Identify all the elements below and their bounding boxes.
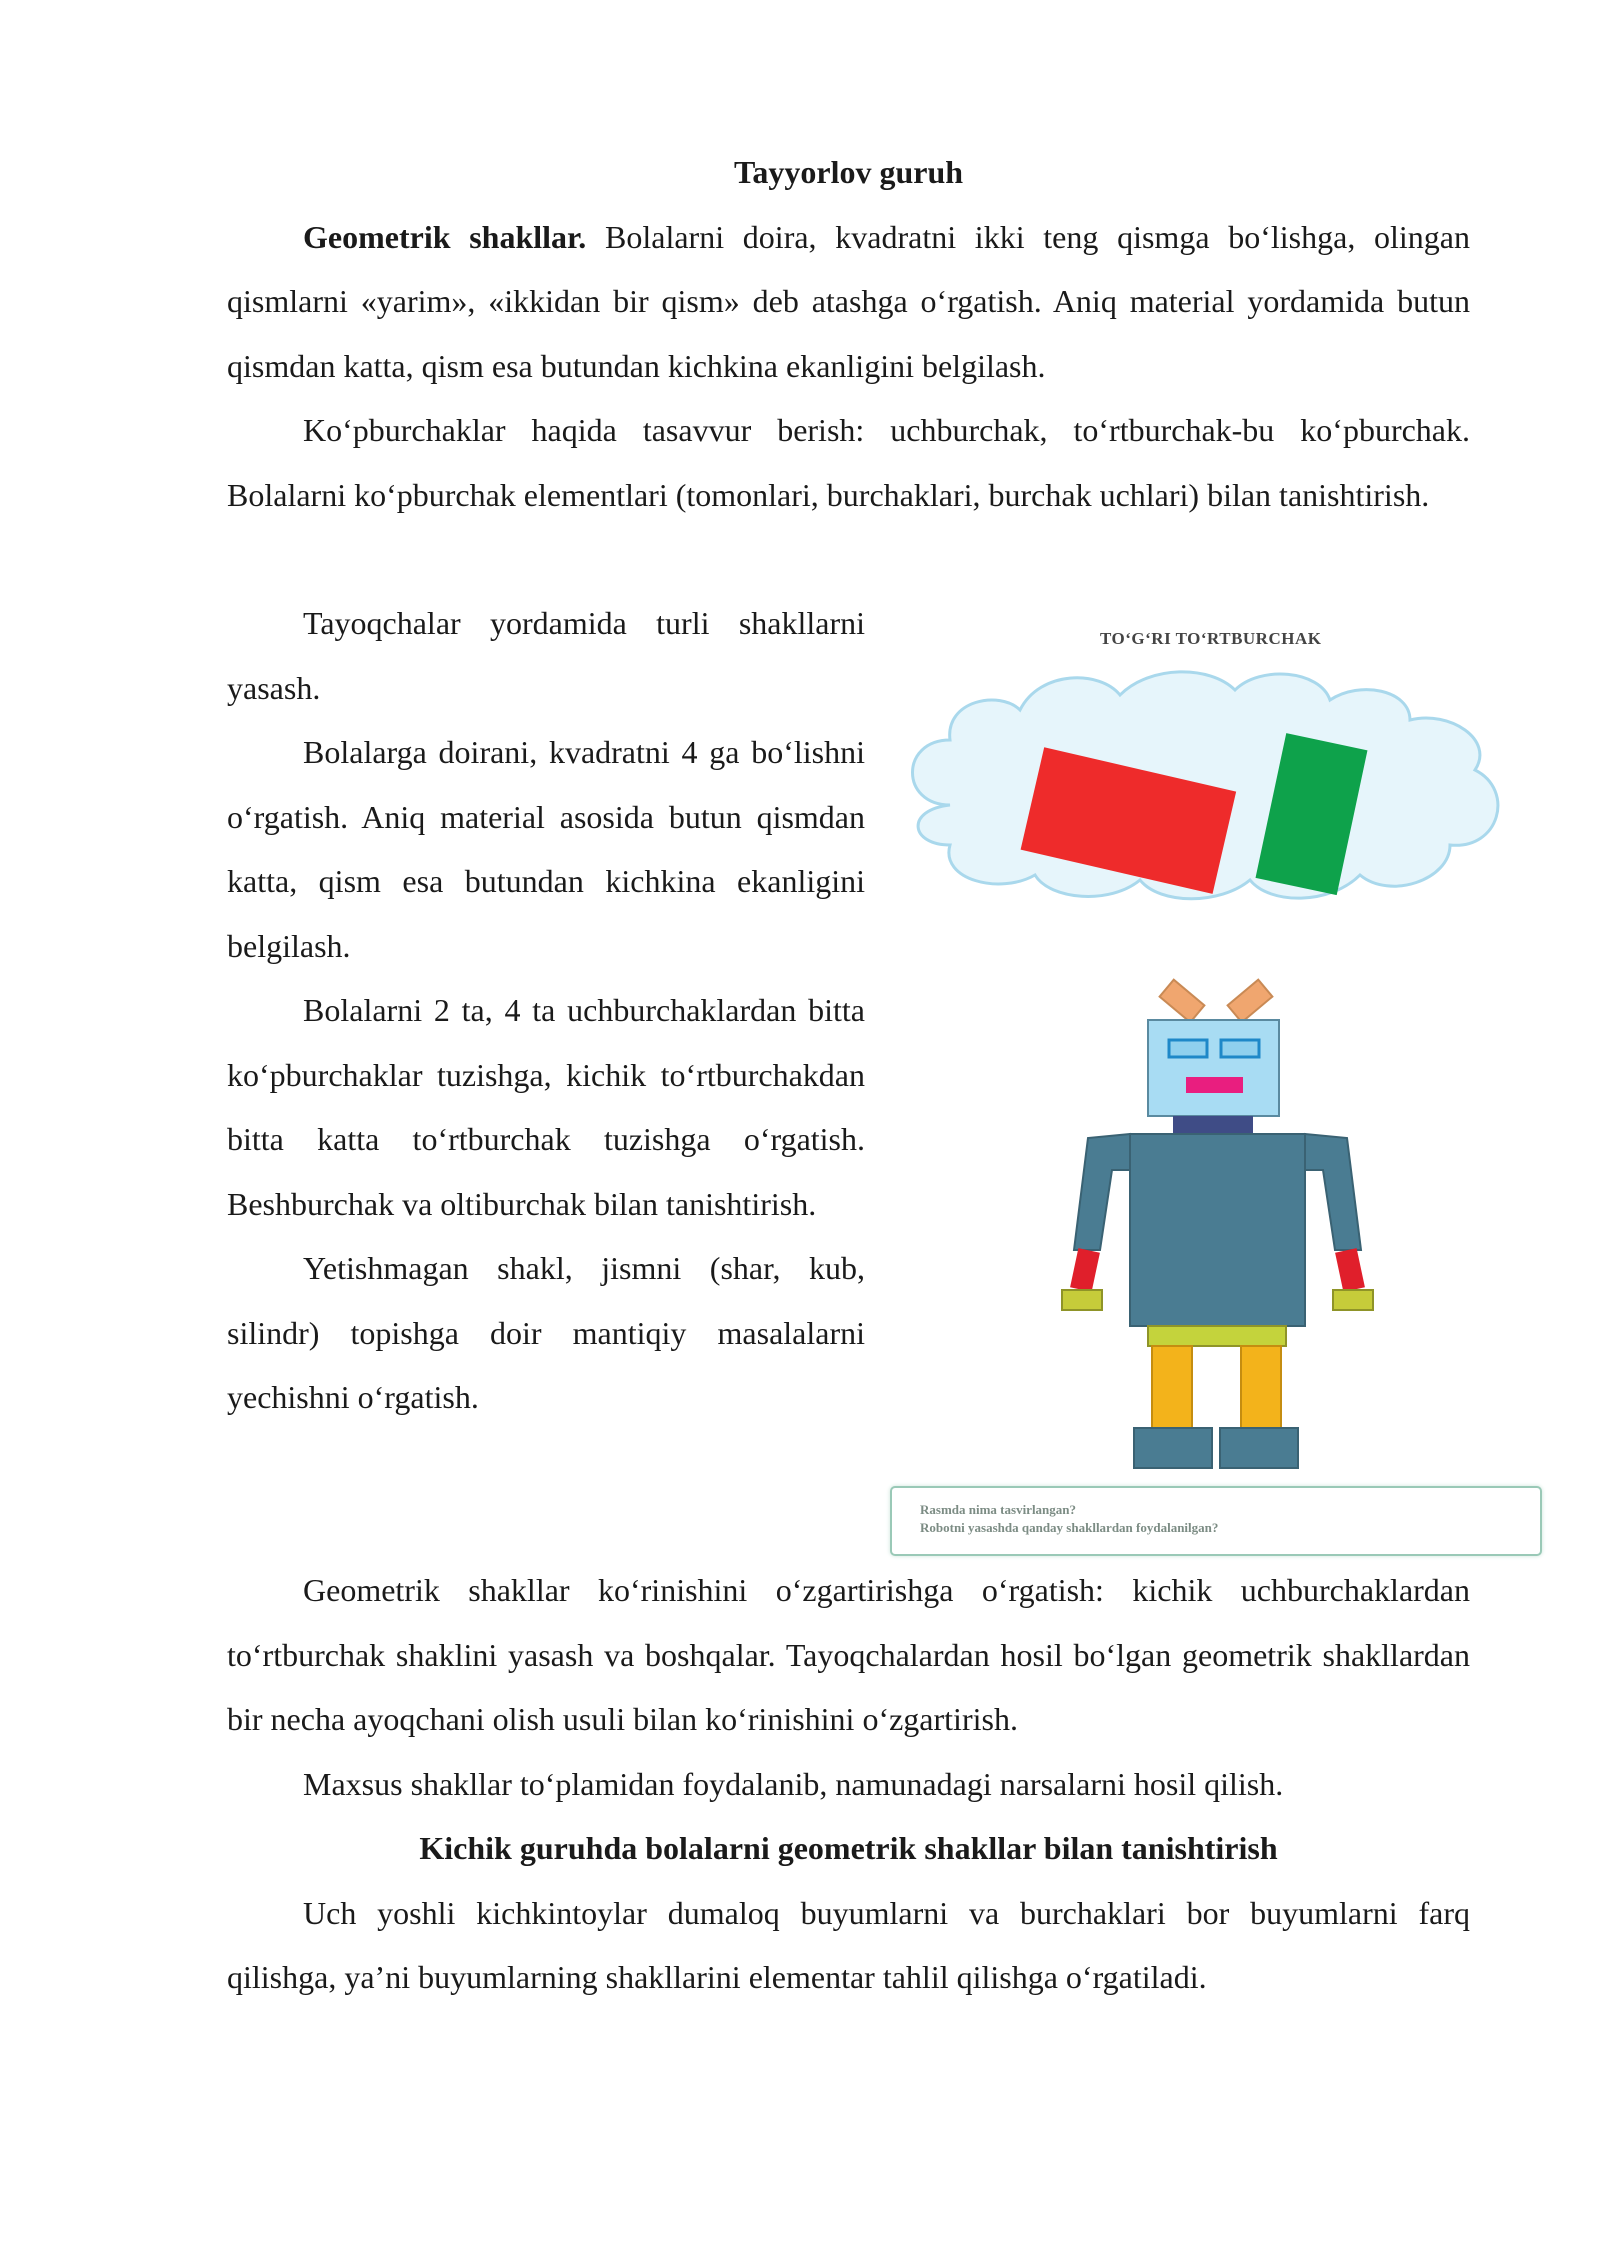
robot-right-leg <box>1241 1346 1281 1428</box>
section-heading-tayyorlov: Tayyorlov guruh <box>733 154 964 190</box>
paragraph-lead: Geometrik shakllar. <box>303 218 587 255</box>
robot-left-foot <box>1134 1428 1212 1468</box>
robot-right-hand <box>1333 1290 1373 1310</box>
robot-head <box>1148 1020 1279 1116</box>
caption-question-1: Rasmda nima tasvirlangan? <box>920 1502 1077 1517</box>
paragraph-korinishini-ozgartirish: Geometrik shakllar ko‘rinishini o‘zgartirishga o‘rgatish: kichik uchburchaklardan to‘rtburchak shaklini yasash va boshqalar. Tayoqchalardan hosil bo‘lgan geometrik shakllardan bir necha ayoqchani olish usuli bilan ko‘rinishini o‘zgartirish. <box>227 1572 1470 1737</box>
paragraph-yetishmagan-shakl: Yetishmagan shakl, jismni (shar, kub, silindr) topishga doir mantiqiy masalalarni yechishni o‘rgatish. <box>227 1250 865 1415</box>
caption-question-2: Robotni yasashda qanday shakllardan foydalanilgan? <box>920 1520 1219 1535</box>
robot-antennas <box>1160 980 1273 1023</box>
paragraph-kopburchaklar: Ko‘pburchaklar haqida tasavvur berish: uchburchak, to‘rtburchak-bu ko‘pburchak. Bolalarni ko‘pburchak elementlari (tomonlari, burchaklari, burchak uchlari) bilan tanishtirish. <box>227 412 1470 513</box>
paragraph-tayoqchalar: Tayoqchalar yordamida turli shakllarni yasash. <box>227 605 865 706</box>
robot-right-eye <box>1221 1040 1259 1057</box>
robot-drawing <box>890 610 1550 1470</box>
robot-hips <box>1148 1326 1286 1346</box>
figure-title: TO‘G‘RI TO‘RTBURCHAK <box>1100 629 1322 648</box>
figure-caption-box <box>890 1486 1542 1556</box>
robot-mouth <box>1186 1077 1243 1093</box>
text-top <box>227 140 1470 527</box>
robot-right-foot <box>1220 1428 1298 1468</box>
robot-right-arm <box>1305 1134 1361 1250</box>
section-heading-kichik-guruh: Kichik guruhda bolalarni geometrik shakllar bilan tanishtirish <box>419 1830 1278 1866</box>
robot-left-leg <box>1152 1346 1192 1428</box>
text-bottom <box>227 1558 1470 2010</box>
robot-neck <box>1173 1116 1253 1134</box>
robot-left-arm <box>1074 1134 1130 1250</box>
paragraph-doirani-bolish: Bolalarga doirani, kvadratni 4 ga bo‘lishni o‘rgatish. Aniq material asosida butun qismdan katta, qism esa butundan kichkina ekanligini belgilash. <box>227 734 865 964</box>
paragraph-uchburchaklardan: Bolalarni 2 ta, 4 ta uchburchaklardan bitta ko‘pburchaklar tuzishga, kichik to‘rtburchakdan bitta katta to‘rtburchak tuzishga o‘rgatish. Beshburchak va oltiburchak bilan tanishtirish. <box>227 992 865 1222</box>
robot-left-hand <box>1062 1290 1102 1310</box>
robot-left-forearm <box>1070 1248 1100 1292</box>
robot-illustration <box>890 610 1550 1582</box>
paragraph-body: Bolalarni doira, kvadratni ikki teng qismga bo‘lishga, olingan qismlarni «yarim», «ikkidan bir qism» deb atashga o‘rgatish. Aniq material yordamida butun qismdan katta, qism esa butundan kichkina ekanligini belgilash. <box>227 218 1471 384</box>
robot-right-forearm <box>1335 1248 1365 1292</box>
robot-left-eye <box>1169 1040 1207 1057</box>
robot-torso <box>1130 1134 1305 1326</box>
paragraph-uch-yoshli: Uch yoshli kichkintoylar dumaloq buyumlarni va burchaklari bor buyumlarni farq qilishga, ya’ni buyumlarning shakllarini elementar tahlil qilishga o‘rgatiladi. <box>227 1894 1470 1995</box>
paragraph-maxsus-shakllar: Maxsus shakllar to‘plamidan foydalanib, namunadagi narsalarni hosil qilish. <box>303 1765 1284 1802</box>
paragraph-geometrik-shakllar <box>227 205 1470 399</box>
